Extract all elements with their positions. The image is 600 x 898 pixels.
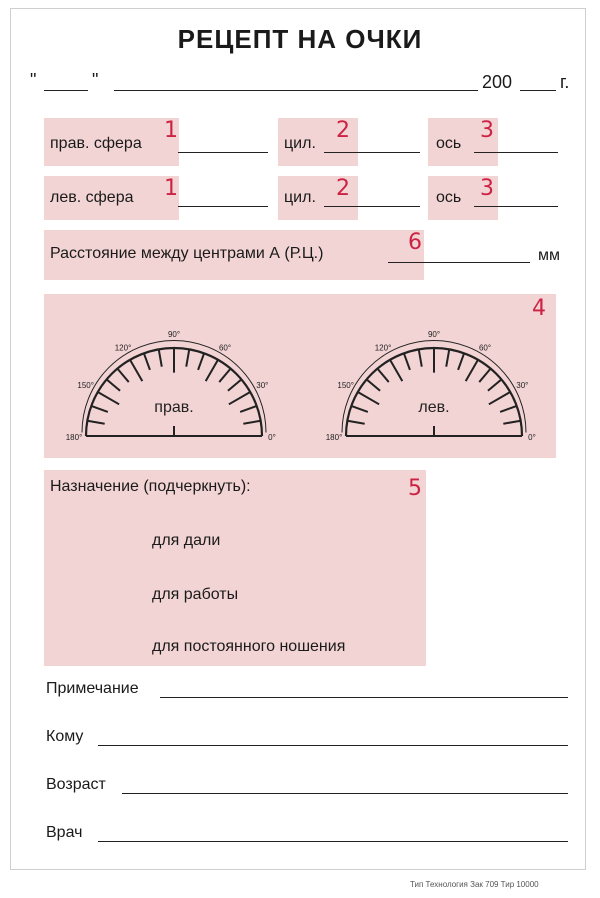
doctor-line[interactable] — [98, 841, 568, 842]
left-protractor-tick-label: 30° — [516, 381, 529, 390]
right-axis-label: ось — [436, 135, 462, 152]
left-protractor-tick — [446, 349, 449, 366]
marker-1-right: 1 — [164, 118, 178, 143]
left-protractor-tick — [351, 406, 368, 412]
date-day-line[interactable] — [44, 90, 88, 91]
left-protractor-tick-label: 120° — [374, 343, 392, 353]
right-protractor-tick-label: 60° — [218, 343, 232, 353]
left-protractor-tick — [404, 353, 410, 370]
left-protractor-tick — [488, 379, 501, 390]
marker-3-right: 3 — [480, 118, 494, 143]
left-axis-label: ось — [436, 189, 462, 206]
protractors-svg — [44, 294, 556, 458]
right-sphere-label: прав. сфера — [50, 135, 142, 152]
note-label: Примечание — [46, 680, 139, 697]
left-cyl-label: цил. — [284, 189, 316, 206]
right-protractor-tick — [186, 349, 189, 366]
right-protractor-tick — [144, 353, 150, 370]
right-protractor-tick — [219, 369, 230, 382]
right-protractor-tick — [87, 421, 104, 424]
left-sphere-label: лев. сфера — [50, 189, 134, 206]
right-protractor-tick — [159, 349, 162, 366]
left-sphere-line[interactable] — [178, 206, 268, 207]
right-protractor-tick — [240, 406, 257, 412]
distance-label: Расстояние между центрами А (Р.Ц.) — [50, 245, 324, 262]
right-axis-line[interactable] — [474, 152, 558, 153]
left-protractor-label: лев. — [418, 399, 450, 416]
left-protractor-tick — [377, 369, 388, 382]
left-protractor-tick — [347, 421, 364, 424]
left-protractor-tick — [479, 369, 490, 382]
marker-6: 6 — [408, 230, 422, 255]
date-year-suffix: г. — [560, 72, 570, 92]
left-protractor-tick — [500, 406, 517, 412]
right-protractor-tick-label: 180° — [65, 433, 83, 442]
right-eye-protractor[interactable] — [66, 330, 276, 442]
left-eye-protractor[interactable] — [326, 330, 536, 442]
right-cyl-label: цил. — [284, 135, 316, 152]
date-year-prefix: 200 — [482, 72, 513, 92]
form-title: РЕЦЕПТ НА ОЧКИ — [177, 24, 423, 54]
left-protractor-tick-label: 150° — [337, 381, 354, 390]
right-protractor-tick — [130, 360, 142, 381]
left-protractor-tick — [489, 392, 510, 404]
right-protractor-tick-label: 90° — [167, 330, 181, 339]
left-protractor-tick — [390, 360, 402, 381]
right-protractor-tick — [228, 379, 241, 390]
left-protractor-tick-label: 90° — [427, 330, 441, 339]
right-protractor-tick — [107, 379, 120, 390]
right-sphere-line[interactable] — [178, 152, 268, 153]
right-protractor-tick — [117, 369, 128, 382]
to-label: Кому — [46, 728, 84, 745]
right-protractor-tick-label: 0° — [268, 433, 276, 442]
right-protractor-tick — [243, 421, 260, 424]
purpose-title: Назначение (подчеркнуть): — [50, 478, 251, 495]
age-label: Возраст — [46, 776, 106, 793]
left-protractor-tick-label: 180° — [325, 433, 343, 442]
left-protractor-tick — [367, 379, 380, 390]
right-protractor-tick-label: 120° — [114, 343, 132, 353]
marker-5: 5 — [408, 476, 422, 501]
right-protractor-tick — [229, 392, 250, 404]
marker-2-left: 2 — [336, 176, 350, 201]
right-protractor-tick-label: 150° — [77, 381, 94, 390]
marker-3-left: 3 — [480, 176, 494, 201]
print-footer: Тип Технология Зак 709 Тир 10000 — [410, 880, 539, 889]
right-protractor-tick-label: 30° — [256, 381, 269, 390]
left-axis-line[interactable] — [474, 206, 558, 207]
left-protractor-tick — [503, 421, 520, 424]
distance-line[interactable] — [388, 262, 530, 263]
left-protractor-tick — [458, 353, 464, 370]
doctor-label: Врач — [46, 824, 83, 841]
right-protractor-tick — [98, 392, 119, 404]
left-protractor-tick — [358, 392, 379, 404]
left-cyl-line[interactable] — [324, 206, 420, 207]
left-protractor-tick-label: 0° — [528, 433, 536, 442]
marker-1-left: 1 — [164, 176, 178, 201]
purpose-option-work[interactable]: для работы — [152, 586, 239, 603]
right-protractor-tick — [91, 406, 108, 412]
date-month-line[interactable] — [114, 90, 478, 91]
distance-unit: мм — [538, 247, 560, 264]
right-protractor-tick — [198, 353, 204, 370]
right-protractor-label: прав. — [154, 399, 194, 416]
date-year-line[interactable] — [520, 90, 556, 91]
note-line[interactable] — [160, 697, 568, 698]
left-protractor-tick — [419, 349, 422, 366]
to-line[interactable] — [98, 745, 568, 746]
left-protractor-tick — [466, 360, 478, 381]
right-cyl-line[interactable] — [324, 152, 420, 153]
date-quote-open: " — [30, 70, 37, 90]
purpose-option-permanent[interactable]: для постоянного ношения — [152, 638, 346, 655]
purpose-option-distance[interactable]: для дали — [152, 532, 221, 549]
age-line[interactable] — [122, 793, 568, 794]
left-protractor-tick-label: 60° — [478, 343, 492, 353]
marker-4: 4 — [532, 296, 546, 321]
right-protractor-tick — [206, 360, 218, 381]
marker-2-right: 2 — [336, 118, 350, 143]
date-quote-close: " — [92, 70, 99, 90]
purpose-highlight — [44, 470, 426, 666]
